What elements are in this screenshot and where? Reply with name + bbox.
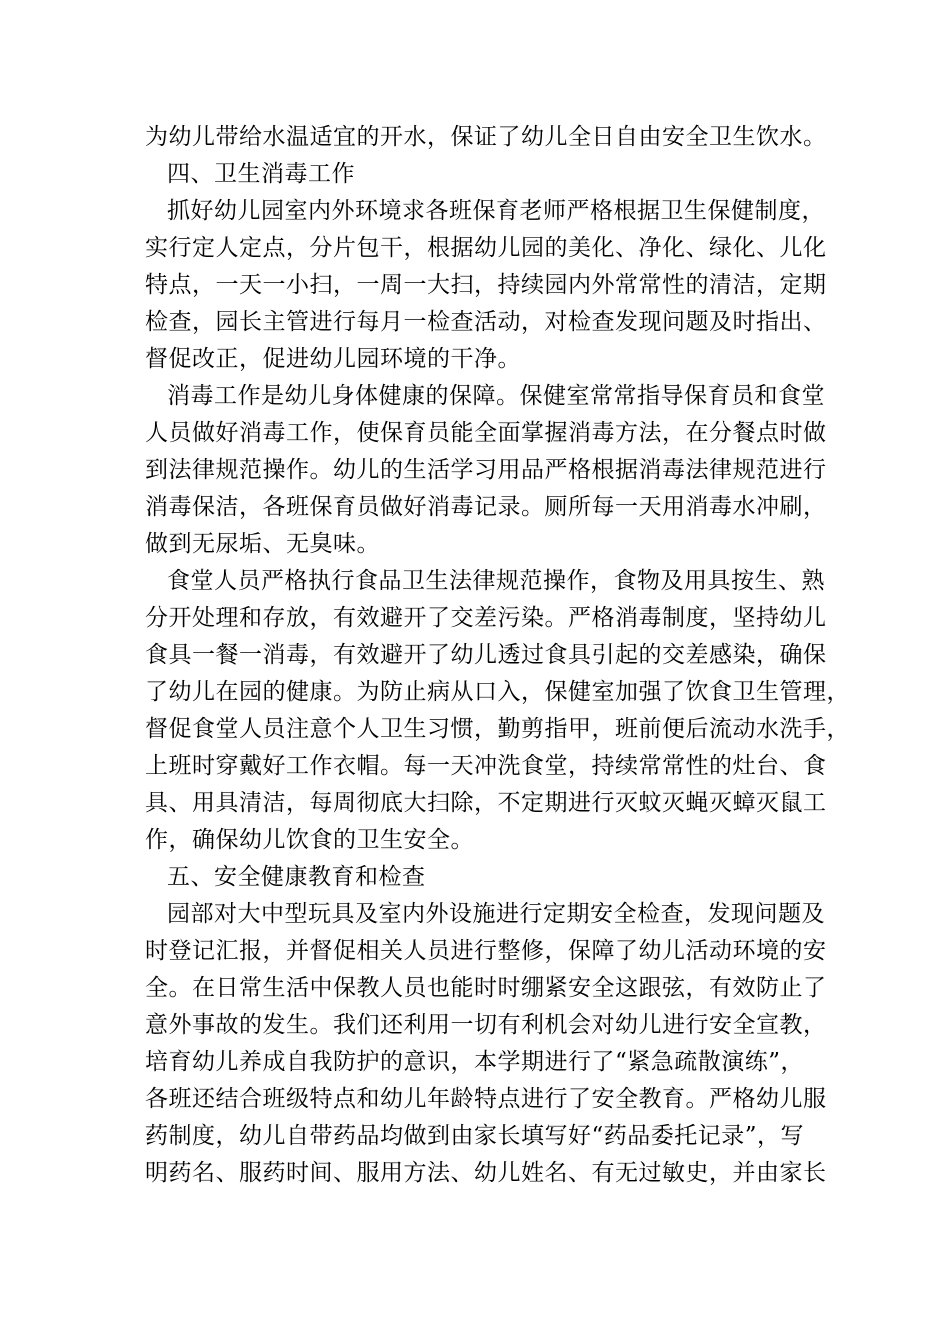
text-line: 上班时穿戴好工作衣帽。每一天冲洗食堂，持续常常性的灶台、食 <box>145 753 827 779</box>
text-line: 督促食堂人员注意个人卫生习惯，勤剪指甲，班前便后流动水洗手， <box>145 716 850 742</box>
text-line: 人员做好消毒工作，使保育员能全面掌握消毒方法，在分餐点时做 <box>145 420 827 446</box>
text-line: 消毒保洁，各班保育员做好消毒记录。厕所每一天用消毒水冲刷， <box>145 494 827 520</box>
text-line: 了幼儿在园的健康。为防止病从口入，保健室加强了饮食卫生管理， <box>145 679 850 705</box>
text-line: 分开处理和存放，有效避开了交差污染。严格消毒制度，坚持幼儿 <box>145 605 827 631</box>
text-line: 为幼儿带给水温适宜的开水，保证了幼儿全日自由安全卫生饮水。 <box>145 124 827 150</box>
text-line: 到法律规范操作。幼儿的生活学习用品严格根据消毒法律规范进行 <box>145 457 827 483</box>
text-line: 督促改正，促进幼儿园环境的干净。 <box>145 346 521 372</box>
text-line: 全。在日常生活中保教人员也能时时绷紧安全这跟弦，有效防止了 <box>145 975 827 1001</box>
section-heading: 四、卫生消毒工作 <box>167 161 355 187</box>
text-line: 培育幼儿养成自我防护的意识，本学期进行了“紧急疏散演练”， <box>145 1049 805 1075</box>
text-line: 抓好幼儿园室内外环境求各班保育老师严格根据卫生保健制度， <box>167 198 825 224</box>
text-line: 食具一餐一消毒，有效避开了幼儿透过食具引起的交差感染，确保 <box>145 642 827 668</box>
text-line: 意外事故的发生。我们还利用一切有利机会对幼儿进行安全宣教， <box>145 1012 827 1038</box>
text-line: 检查，园长主管进行每月一检查活动，对检查发现问题及时指出、 <box>145 309 827 335</box>
text-line: 时登记汇报，并督促相关人员进行整修，保障了幼儿活动环境的安 <box>145 938 827 964</box>
text-line: 做到无尿垢、无臭味。 <box>145 531 380 557</box>
text-line: 园部对大中型玩具及室内外设施进行定期安全检查，发现问题及 <box>167 901 825 927</box>
text-line: 作，确保幼儿饮食的卫生安全。 <box>145 827 474 853</box>
text-line: 实行定人定点，分片包干，根据幼儿园的美化、净化、绿化、儿化 <box>145 235 827 261</box>
text-line: 各班还结合班级特点和幼儿年龄特点进行了安全教育。严格幼儿服 <box>145 1086 827 1112</box>
section-heading: 五、安全健康教育和检查 <box>167 864 426 890</box>
text-line: 食堂人员严格执行食品卫生法律规范操作，食物及用具按生、熟 <box>167 568 825 594</box>
text-line: 具、用具清洁，每周彻底大扫除，不定期进行灭蚊灭蝇灭蟑灭鼠工 <box>145 790 827 816</box>
text-line: 药制度，幼儿自带药品均做到由家长填写好“药品委托记录”，写 <box>145 1123 805 1149</box>
text-line: 特点，一天一小扫，一周一大扫，持续园内外常常性的清洁，定期 <box>145 272 827 298</box>
text-line: 明药名、服药时间、服用方法、幼儿姓名、有无过敏史，并由家长 <box>145 1160 827 1186</box>
text-line: 消毒工作是幼儿身体健康的保障。保健室常常指导保育员和食堂 <box>167 383 825 409</box>
